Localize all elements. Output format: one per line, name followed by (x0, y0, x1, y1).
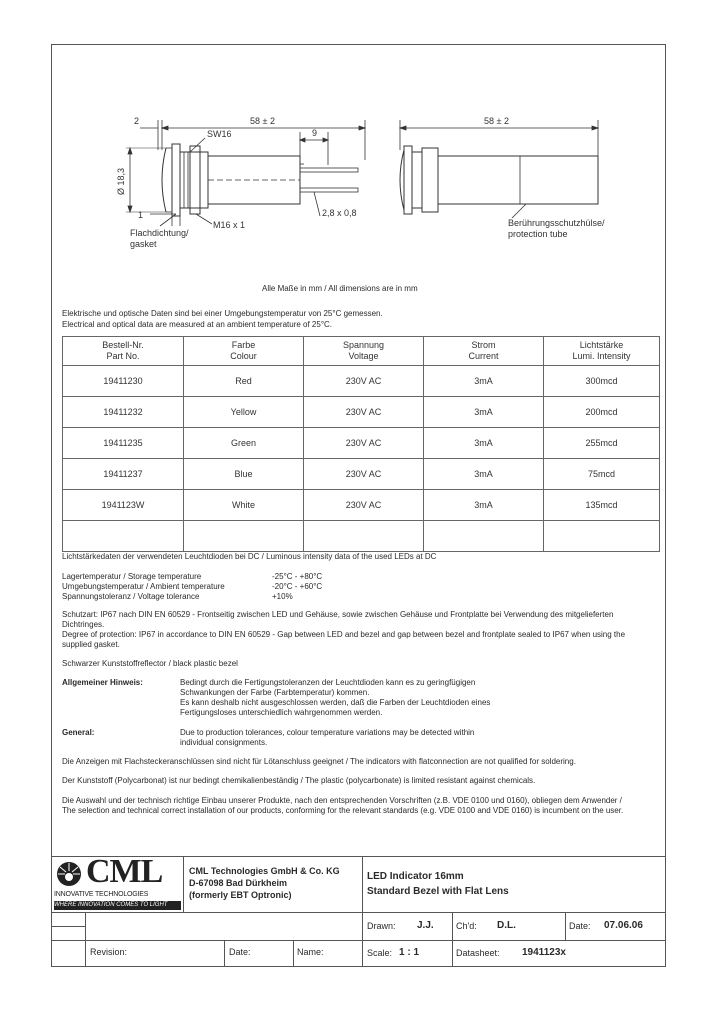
cell-part-no: 19411235 (63, 428, 184, 459)
gasket-label-de: Flachdichtung/ (130, 228, 189, 238)
protection-en-line-1: Degree of protection: IP67 in accordance to DIN EN 60529 - Gap between LED and bezel and gap between bezel and frontplate sealed to IP67 when using the (62, 630, 626, 639)
cell-intensity: 300mcd (544, 366, 660, 397)
cell-voltage: 230V AC (304, 459, 424, 490)
logo-slogan: WHERE INNOVATION COMES TO LIGHT (54, 901, 181, 910)
revision-label: Revision: (90, 947, 128, 957)
table-row (63, 459, 660, 490)
datasheet-label: Datasheet: (456, 948, 500, 958)
cell-current: 3mA (424, 490, 544, 521)
rating-label: Lagertemperatur / Storage temperature (62, 572, 202, 581)
plastic-note: Der Kunststoff (Polycarbonat) ist nur bedingt chemikalienbeständig / The plastic (polycarbonate) is limited resistant against chemicals. (62, 776, 536, 785)
company-line-1: CML Technologies GmbH & Co. KG (189, 866, 340, 876)
technical-drawing (0, 0, 720, 280)
drawn-value: J.J. (417, 920, 434, 931)
cell-intensity: 255mcd (544, 428, 660, 459)
dim-length-left-label: 58 ± 2 (250, 116, 275, 126)
cell-colour: White (184, 490, 304, 521)
rating-value: -25°C - +80°C (272, 572, 323, 581)
protection-de-line-2: Dichtringes. (62, 620, 105, 629)
cell-current (424, 521, 544, 552)
cell-part-no: 19411237 (63, 459, 184, 490)
general-de-label: Allgemeiner Hinweis: (62, 678, 143, 687)
cell-current: 3mA (424, 397, 544, 428)
cell-colour: Blue (184, 459, 304, 490)
protection-de-line-1: Schutzart: IP67 nach DIN EN 60529 - Frontseitig zwischen LED und Gehäuse, sowie zwischen Gehäuse und Frontplatte bei Verwendung des mitgelieferten (62, 610, 614, 619)
bezel-note: Schwarzer Kunststoffreflector / black plastic bezel (62, 659, 238, 668)
table-row (63, 428, 660, 459)
cell-voltage: 230V AC (304, 366, 424, 397)
general-de-line: Fertigungsloses unterschiedlich wahrgenommen werden. (180, 708, 383, 717)
company-line-3: (formerly EBT Optronic) (189, 890, 292, 900)
intro-en: Electrical and optical data are measured at an ambient temperature of 25°C. (62, 320, 333, 329)
cell-current: 3mA (424, 366, 544, 397)
rating-value: -20°C - +60°C (272, 582, 323, 591)
cell-voltage: 230V AC (304, 428, 424, 459)
rating-value: +10% (272, 592, 293, 601)
dim-length-right-label: 58 ± 2 (484, 116, 509, 126)
selection-note-de: Die Auswahl und der technisch richtige Einbau unserer Produkte, nach den entsprechenden Vorschriften (z.B. VDE 0100 und 0160), obliegen dem Anwender / (62, 796, 622, 805)
cell-part-no: 1941123W (63, 490, 184, 521)
header-colour: Farbe Colour (184, 337, 304, 366)
dim-9-label: 9 (312, 128, 318, 138)
general-de-line: Es kann deshalb nicht ausgeschlossen werden, daß die Farben der Leuchtdioden eines (180, 698, 491, 707)
general-de-line: Bedingt durch die Fertigungstoleranzen der Leuchtdioden kann es zu geringfügigen (180, 678, 476, 687)
rating-label: Spannungstoleranz / Voltage tolerance (62, 592, 200, 601)
general-en-label: General: (62, 728, 95, 737)
cell-intensity: 200mcd (544, 397, 660, 428)
cell-colour: Yellow (184, 397, 304, 428)
rating-label: Umgebungstemperatur / Ambient temperature (62, 582, 225, 591)
cell-voltage (304, 521, 424, 552)
datasheet-value: 1941123x (522, 947, 566, 958)
general-de-line: Schwankungen der Farbe (Farbtemperatur) kommen. (180, 688, 370, 697)
solder-note: Die Anzeigen mit Flachsteckeranschlüssen sind nicht für Lötanschluss geeignet / The indicators with flatconnection are not qualified for soldering. (62, 757, 576, 766)
pins-label: 2,8 x 0,8 (322, 208, 357, 218)
cell-colour (184, 521, 304, 552)
cell-part-no: 19411230 (63, 366, 184, 397)
company-line-2: D-67098 Bad Dürkheim (189, 878, 288, 888)
date-value: 07.06.06 (604, 920, 643, 931)
logo-subtitle: INNOVATIVE TECHNOLOGIES (54, 891, 149, 898)
scale-label: Scale: (367, 948, 393, 958)
tube-label-en: protection tube (508, 229, 568, 239)
thread-label: M16 x 1 (213, 220, 246, 230)
header-part-no: Bestell-Nr. Part No. (63, 337, 184, 366)
name-label: Name: (297, 947, 324, 957)
cell-part-no: 19411232 (63, 397, 184, 428)
protection-en-line-2: supplied gasket. (62, 640, 120, 649)
checked-value: D.L. (497, 920, 516, 931)
gasket-label-en: gasket (130, 239, 157, 249)
product-title-2: Standard Bezel with Flat Lens (367, 886, 509, 897)
selection-note-en: The selection and technical correct installation of our products, conforming for the relevant standards (e.g. VDE 0100 and VDE 0160) is incumbent on the user. (62, 806, 624, 815)
cell-colour: Green (184, 428, 304, 459)
logo-text: CML (86, 853, 163, 890)
cell-part-no (63, 521, 184, 552)
table-row (63, 521, 660, 552)
cell-intensity (544, 521, 660, 552)
table-row (63, 397, 660, 428)
spec-table (62, 336, 660, 552)
cell-intensity: 75mcd (544, 459, 660, 490)
tube-label-de: Berührungsschutzhülse/ (508, 218, 605, 228)
dim-sw-label: SW16 (207, 129, 232, 139)
checked-label: Ch'd: (456, 921, 477, 931)
drawn-label: Drawn: (367, 921, 396, 931)
cell-voltage: 230V AC (304, 490, 424, 521)
intensity-note: Lichtstärkedaten der verwendeten Leuchtdioden bei DC / Luminous intensity data of the used LEDs at DC (62, 552, 437, 561)
cell-intensity: 135mcd (544, 490, 660, 521)
dim-2-label: 2 (134, 116, 140, 126)
product-title-1: LED Indicator 16mm (367, 871, 464, 882)
table-header-row (63, 337, 660, 366)
header-voltage: Spannung Voltage (304, 337, 424, 366)
intro-de: Elektrische und optische Daten sind bei einer Umgebungstemperatur von 25°C gemessen. (62, 309, 383, 318)
date-label: Date: (569, 921, 591, 931)
table-row (63, 366, 660, 397)
header-current: Strom Current (424, 337, 544, 366)
general-en-line: individual consignments. (180, 738, 268, 747)
cell-voltage: 230V AC (304, 397, 424, 428)
scale-value: 1 : 1 (399, 947, 420, 958)
revision-date-label: Date: (229, 947, 251, 957)
header-intensity: Lichtstärke Lumi. Intensity (544, 337, 660, 366)
dim-diameter-label: Ø 18,3 (116, 167, 126, 195)
dimensions-note: Alle Maße in mm / All dimensions are in mm (262, 284, 418, 293)
cell-current: 3mA (424, 428, 544, 459)
dim-1-label: 1 (138, 210, 144, 220)
cml-logo-icon (54, 859, 84, 889)
cell-current: 3mA (424, 459, 544, 490)
general-en-line: Due to production tolerances, colour temperature variations may be detected within (180, 728, 475, 737)
table-row (63, 490, 660, 521)
cell-colour: Red (184, 366, 304, 397)
